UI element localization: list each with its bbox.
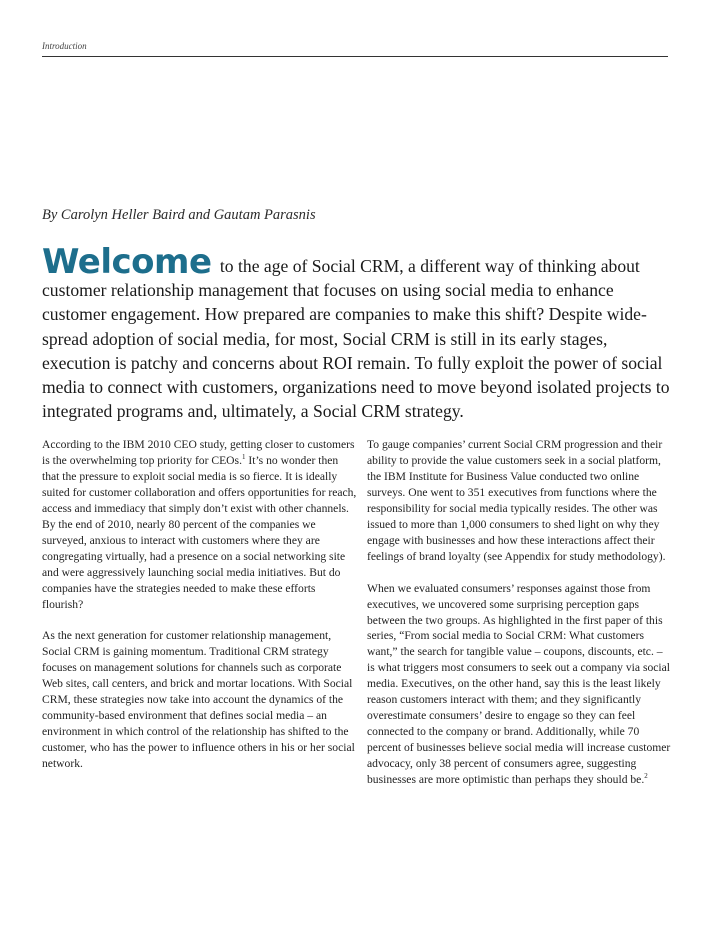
right-p2-text: When we evaluated consumers’ responses against those from executives, we uncovered some surprising perception gaps between the two groups. As highlighted in the first paper of this series, “From social media to Social CRM: What customers want,” the search for tangible value – coupons, discounts, etc. – is what triggers most consumers to seek out a company via social media. Executives, on the other hand, say this is the least likely reason customers interact with them; and they significantly overestimate consumers’ desire to engage so they can feel connected to the company or brand. Additionally, while 70 percent of businesses believe social media will increase customer advocacy, only 38 percent of consumers agree, suggesting businesses are more optimistic than perhaps they should be. (367, 581, 671, 787)
left-column (42, 437, 358, 788)
right-column (367, 437, 671, 804)
left-p1-text: According to the IBM 2010 CEO study, getting closer to customers is the overwhelming top priority for CEOs. (42, 438, 355, 467)
header-rule (42, 56, 668, 57)
footnote-ref-1: 1 (241, 452, 246, 461)
left-paragraph-1 (42, 437, 358, 612)
right-paragraph-2 (367, 581, 671, 788)
lead-drop-word: Welcome (42, 242, 212, 282)
right-paragraph-1: To gauge companies’ current Social CRM progression and their ability to provide the value customers seek in a social platform, the IBM Institute for Business Value conducted two online surveys. One went to 351 executives from functions where the responsibility for social media typically resides. The other was issued to more than 1,000 consumers to shed light on why they engage with businesses and how these interactions affect their feelings of brand loyalty (see Appendix for study methodology). (367, 438, 666, 563)
footnote-ref-2: 2 (644, 772, 648, 781)
lead-text: to the age of Social CRM, a different way of thinking about customer relationship management that focuses on using social media to enhance customer engagement. How prepared are companies to make this shift? Despite wide-spread adoption of social media, for most, Social CRM is still in its early stages, execution is patchy and concerns about ROI remain. To fully exploit the power of social media to connect with customers, organizations need to move beyond isolated projects to integrated programs and, ultimately, a Social CRM strategy. (42, 256, 670, 422)
lead-paragraph (42, 242, 674, 423)
byline: By Carolyn Heller Baird and Gautam Parasnis (42, 207, 316, 223)
left-paragraph-2: As the next generation for customer relationship management, Social CRM is gaining momentum. Traditional CRM strategy focuses on management solutions for channels such as corporate Web sites, call centers, and brick and mortar locations. With Social CRM, these strategies now take into account the dynamics of the community-based environment that defines social media – an environment in which control of the relationship has shifted to the customer, who has the power to influence others in his or her social network. (42, 629, 355, 771)
section-label: Introduction (42, 41, 87, 51)
left-p1-text-cont: It’s no wonder then that the pressure to exploit social media is so fierce. It is ideally suited for customer collaboration and offers opportunities for reach, access and immediacy that simply don’t exist with other channels. By the end of 2010, nearly 80 percent of the companies we surveyed, anxious to interact with customers where they are congregating virtually, had a presence on a social networking site and were aggressively launching social media initiatives. But do companies have the strategies needed to make these efforts flourish? (42, 453, 357, 611)
